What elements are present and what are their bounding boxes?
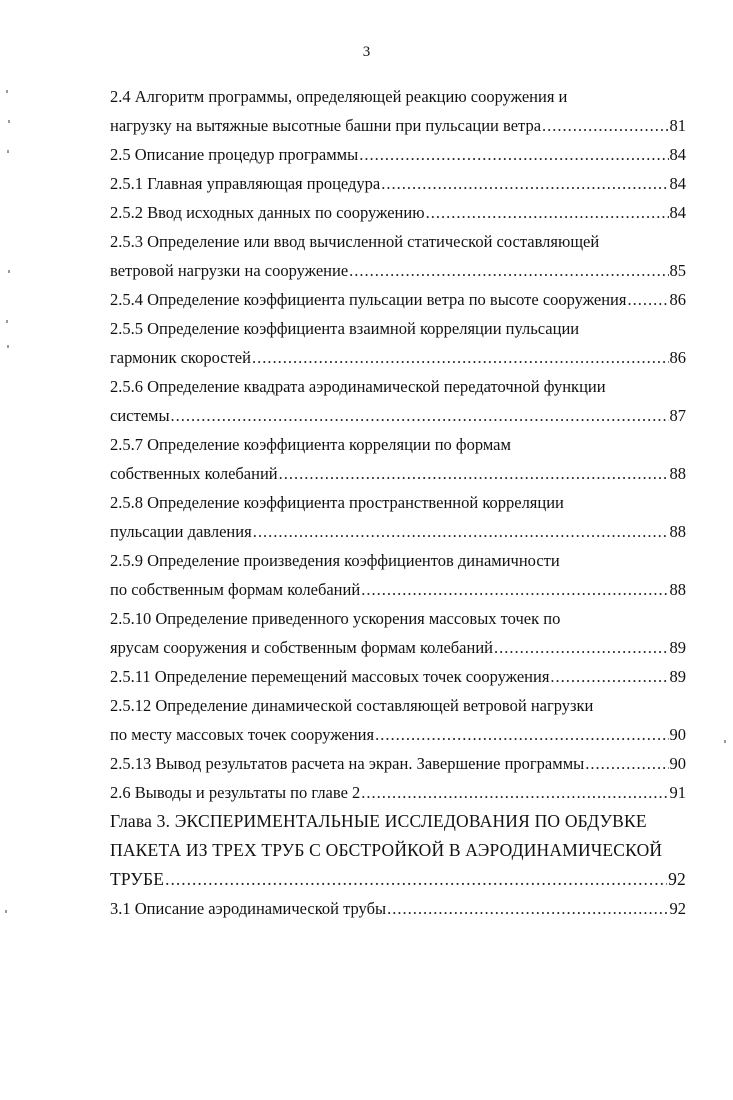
dot-leader: [494, 633, 669, 662]
toc-page-number: 92: [668, 869, 686, 889]
toc-entry-last-line: [110, 285, 686, 314]
toc-page-number: 85: [669, 261, 686, 280]
toc-entry: [110, 488, 686, 546]
toc-entry: [110, 314, 686, 372]
toc-entry-last-line: [110, 459, 686, 488]
toc-entry-line: ПАКЕТА ИЗ ТРЕХ ТРУБ С ОБСТРОЙКОЙ В АЭРОДИНАМИЧЕСКОЙ: [110, 840, 663, 860]
toc-entry-last-line: [110, 111, 686, 140]
toc-entry-last-line: [110, 140, 686, 169]
toc-entry: [110, 807, 686, 894]
dot-leader: [550, 662, 668, 691]
toc-entry-last-line: [110, 778, 686, 807]
page-number: 3: [362, 44, 371, 60]
toc-entry-line: 2.5.10 Определение приведенного ускорения массовых точек по: [110, 609, 561, 628]
dot-leader: [359, 140, 668, 169]
toc-entry: [110, 894, 686, 923]
toc-page-number: 84: [669, 203, 686, 222]
toc-entry-last-line: [110, 720, 686, 749]
toc-entry-last-line: [110, 865, 686, 894]
toc-entry-line: 2.5.5 Определение коэффициента взаимной корреляции пульсации: [110, 319, 580, 338]
toc-entry-title: 2.5.1 Главная управляющая процедура: [110, 174, 381, 193]
toc-entry: [110, 82, 686, 140]
toc-page-number: 88: [669, 464, 686, 483]
toc-page-number: 89: [669, 638, 686, 657]
toc-entry-title: по собственным формам колебаний: [110, 580, 361, 599]
dot-leader: [585, 749, 668, 778]
toc-page-number: 87: [669, 406, 686, 425]
toc-entry-title: 2.6 Выводы и результаты по главе 2: [110, 783, 361, 802]
toc-entry: [110, 169, 686, 198]
toc-entry: [110, 749, 686, 778]
dot-leader: [361, 778, 668, 807]
toc-entry: [110, 662, 686, 691]
toc-page-number: 84: [669, 174, 686, 193]
toc-page-number: 86: [669, 348, 686, 367]
toc-entry-last-line: [110, 662, 686, 691]
toc-page-number: 88: [669, 580, 686, 599]
scan-mark: [6, 90, 8, 93]
toc-entry-last-line: [110, 169, 686, 198]
scan-mark: [7, 345, 9, 348]
toc-entry-line: 2.5.3 Определение или ввод вычисленной статической составляющей: [110, 232, 600, 251]
dot-leader: [361, 575, 668, 604]
toc-entry-last-line: [110, 575, 686, 604]
scan-mark: [8, 270, 10, 273]
toc-entry-title: 2.5.11 Определение перемещений массовых точек сооружения: [110, 667, 550, 686]
toc-entry-title: 2.5 Описание процедур программы: [110, 145, 359, 164]
toc-page-number: 91: [669, 783, 686, 802]
toc-entry-last-line: [110, 256, 686, 285]
scan-mark: [5, 910, 7, 913]
dot-leader: [381, 169, 668, 198]
toc-entry-title: 3.1 Описание аэродинамической трубы: [110, 899, 387, 918]
toc-entry-line: 2.5.9 Определение произведения коэффициентов динамичности: [110, 551, 560, 570]
toc-entry: [110, 140, 686, 169]
toc-entry-title: пульсации давления: [110, 522, 252, 541]
dot-leader: [375, 720, 668, 749]
toc-entry-title: гармоник скоростей: [110, 348, 251, 367]
toc-entry: [110, 430, 686, 488]
toc-entry-last-line: [110, 749, 686, 778]
toc-entry-last-line: [110, 633, 686, 662]
toc-page-number: 86: [669, 290, 686, 309]
toc-entry: [110, 198, 686, 227]
toc-entry-last-line: [110, 198, 686, 227]
toc-page-number: 84: [669, 145, 686, 164]
toc-entry-title: 2.5.4 Определение коэффициента пульсации ветра по высоте сооружения: [110, 290, 627, 309]
dot-leader: [627, 285, 668, 314]
scan-mark: [724, 740, 726, 743]
toc-entry-title: собственных колебаний: [110, 464, 278, 483]
toc-entry-last-line: [110, 517, 686, 546]
toc-entry-last-line: [110, 343, 686, 372]
toc-entry: [110, 546, 686, 604]
toc-page-number: 90: [669, 754, 686, 773]
toc-page-number: 81: [669, 116, 686, 135]
table-of-contents: [110, 82, 686, 923]
scan-mark: [6, 320, 8, 323]
toc-entry-line: 2.5.6 Определение квадрата аэродинамической передаточной функции: [110, 377, 606, 396]
scan-mark: [8, 120, 10, 123]
dot-leader: [253, 517, 669, 546]
toc-entry-line: 2.5.12 Определение динамической составляющей ветровой нагрузки: [110, 696, 594, 715]
dot-leader: [426, 198, 669, 227]
toc-entry-title: по месту массовых точек сооружения: [110, 725, 375, 744]
toc-entry: [110, 227, 686, 285]
toc-page-number: 92: [669, 899, 686, 918]
toc-entry-title: 2.5.2 Ввод исходных данных по сооружению: [110, 203, 425, 222]
toc-entry-last-line: [110, 894, 686, 923]
scan-mark: [7, 150, 9, 153]
toc-page-number: 88: [669, 522, 686, 541]
dot-leader: [279, 459, 669, 488]
toc-entry: [110, 372, 686, 430]
toc-entry: [110, 778, 686, 807]
toc-entry: [110, 604, 686, 662]
dot-leader: [542, 111, 668, 140]
toc-entry-line: 2.4 Алгоритм программы, определяющей реакцию сооружения и: [110, 87, 568, 106]
toc-entry-line: Глава 3. ЭКСПЕРИМЕНТАЛЬНЫЕ ИССЛЕДОВАНИЯ ПО ОБДУВКЕ: [110, 811, 647, 831]
toc-page-number: 90: [669, 725, 686, 744]
dot-leader: [349, 256, 668, 285]
toc-entry-title: 2.5.13 Вывод результатов расчета на экран. Завершение программы: [110, 754, 585, 773]
toc-entry-title: нагрузку на вытяжные высотные башни при пульсации ветра: [110, 116, 542, 135]
toc-entry-title: ярусам сооружения и собственным формам колебаний: [110, 638, 493, 657]
toc-entry-title: ТРУБЕ: [110, 869, 165, 889]
toc-entry-line: 2.5.7 Определение коэффициента корреляции по формам: [110, 435, 511, 454]
toc-page-number: 89: [669, 667, 686, 686]
toc-entry: [110, 285, 686, 314]
dot-leader: [165, 865, 667, 894]
toc-entry: [110, 691, 686, 749]
toc-entry-title: системы: [110, 406, 170, 425]
toc-entry-title: ветровой нагрузки на сооружение: [110, 261, 349, 280]
toc-entry-last-line: [110, 401, 686, 430]
dot-leader: [387, 894, 668, 923]
toc-entry-line: 2.5.8 Определение коэффициента пространственной корреляции: [110, 493, 564, 512]
dot-leader: [252, 343, 669, 372]
dot-leader: [171, 401, 669, 430]
